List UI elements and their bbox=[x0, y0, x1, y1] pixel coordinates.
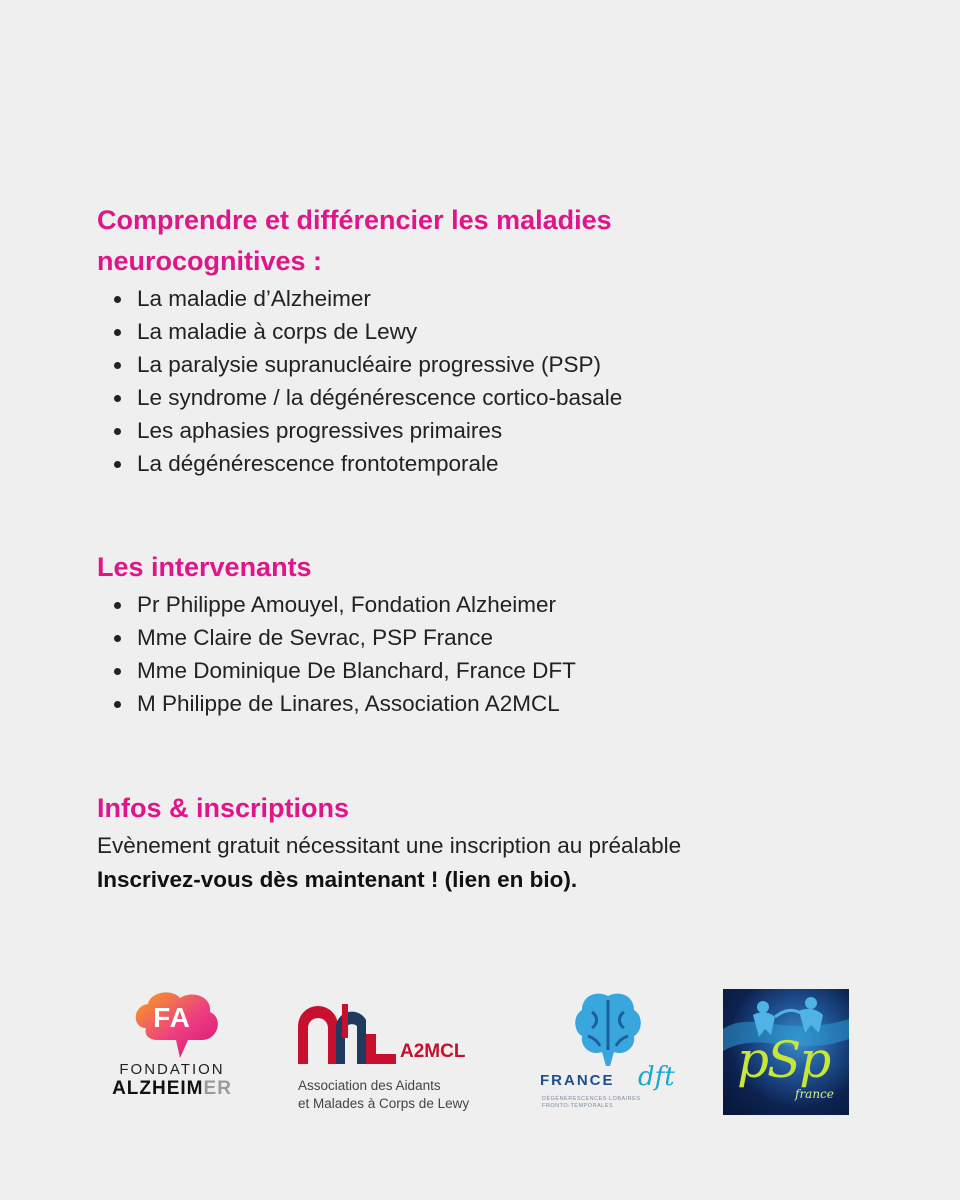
france-dft-sub1: DÉGÉNÉRESCENCES LOBAIRES bbox=[542, 1096, 641, 1102]
section-heading-infos: Infos & inscriptions bbox=[97, 793, 350, 823]
list-item: La paralysie supranucléaire progressive (PSP) bbox=[114, 348, 897, 381]
maladies-list bbox=[97, 282, 897, 480]
a2mcl-sub1: Association des Aidants bbox=[298, 1078, 441, 1093]
france-dft-sub2: FRONTO-TEMPORALES bbox=[542, 1103, 614, 1109]
intervenants-list bbox=[97, 588, 897, 720]
list-item: Mme Dominique De Blanchard, France DFT bbox=[114, 654, 897, 687]
a2mcl-logo bbox=[296, 1004, 496, 1114]
list-item: Mme Claire de Sevrac, PSP France bbox=[114, 621, 897, 654]
list-item: Pr Philippe Amouyel, Fondation Alzheimer bbox=[114, 588, 897, 621]
section-intervenants bbox=[97, 547, 897, 720]
a2mcl-arch-icon bbox=[296, 1004, 400, 1066]
a2mcl-name: A2MCL bbox=[400, 1041, 466, 1062]
psp-france-logo bbox=[723, 989, 849, 1115]
a2mcl-sub2: et Malades à Corps de Lewy bbox=[298, 1096, 470, 1111]
section-heading-maladies: Comprendre et différencier les maladies neurocognitives : bbox=[97, 205, 612, 276]
fondation-alzheimer-logo bbox=[92, 988, 252, 1108]
france-dft-logo bbox=[540, 990, 680, 1115]
fondation-line2: ALZHEIMER bbox=[112, 1078, 232, 1099]
section-heading-intervenants: Les intervenants bbox=[97, 552, 312, 582]
list-item: Les aphasies progressives primaires bbox=[114, 414, 897, 447]
psp-sub: france bbox=[795, 1087, 834, 1101]
psp-france-background bbox=[723, 989, 849, 1115]
section-maladies bbox=[97, 200, 897, 480]
france-dft-brain-icon bbox=[540, 990, 680, 1072]
list-item: M Philippe de Linares, Association A2MCL bbox=[114, 687, 897, 720]
info-text: Evènement gratuit nécessitant une inscription au préalable bbox=[97, 833, 682, 858]
psp-word: pSp bbox=[737, 1031, 830, 1089]
list-item: La maladie à corps de Lewy bbox=[114, 315, 897, 348]
list-item: Le syndrome / la dégénérescence cortico-basale bbox=[114, 381, 897, 414]
fondation-line1: FONDATION bbox=[119, 1061, 225, 1078]
list-item: La maladie d’Alzheimer bbox=[114, 282, 897, 315]
section-infos bbox=[97, 788, 897, 897]
signup-cta: Inscrivez-vous dès maintenant ! (lien en bio). bbox=[97, 867, 578, 892]
france-dft-word: FRANCE bbox=[540, 1072, 615, 1089]
france-dft-dft: dft bbox=[638, 1062, 675, 1092]
list-item: La dégénérescence frontotemporale bbox=[114, 447, 897, 480]
fondation-mark: FA bbox=[153, 1002, 191, 1033]
